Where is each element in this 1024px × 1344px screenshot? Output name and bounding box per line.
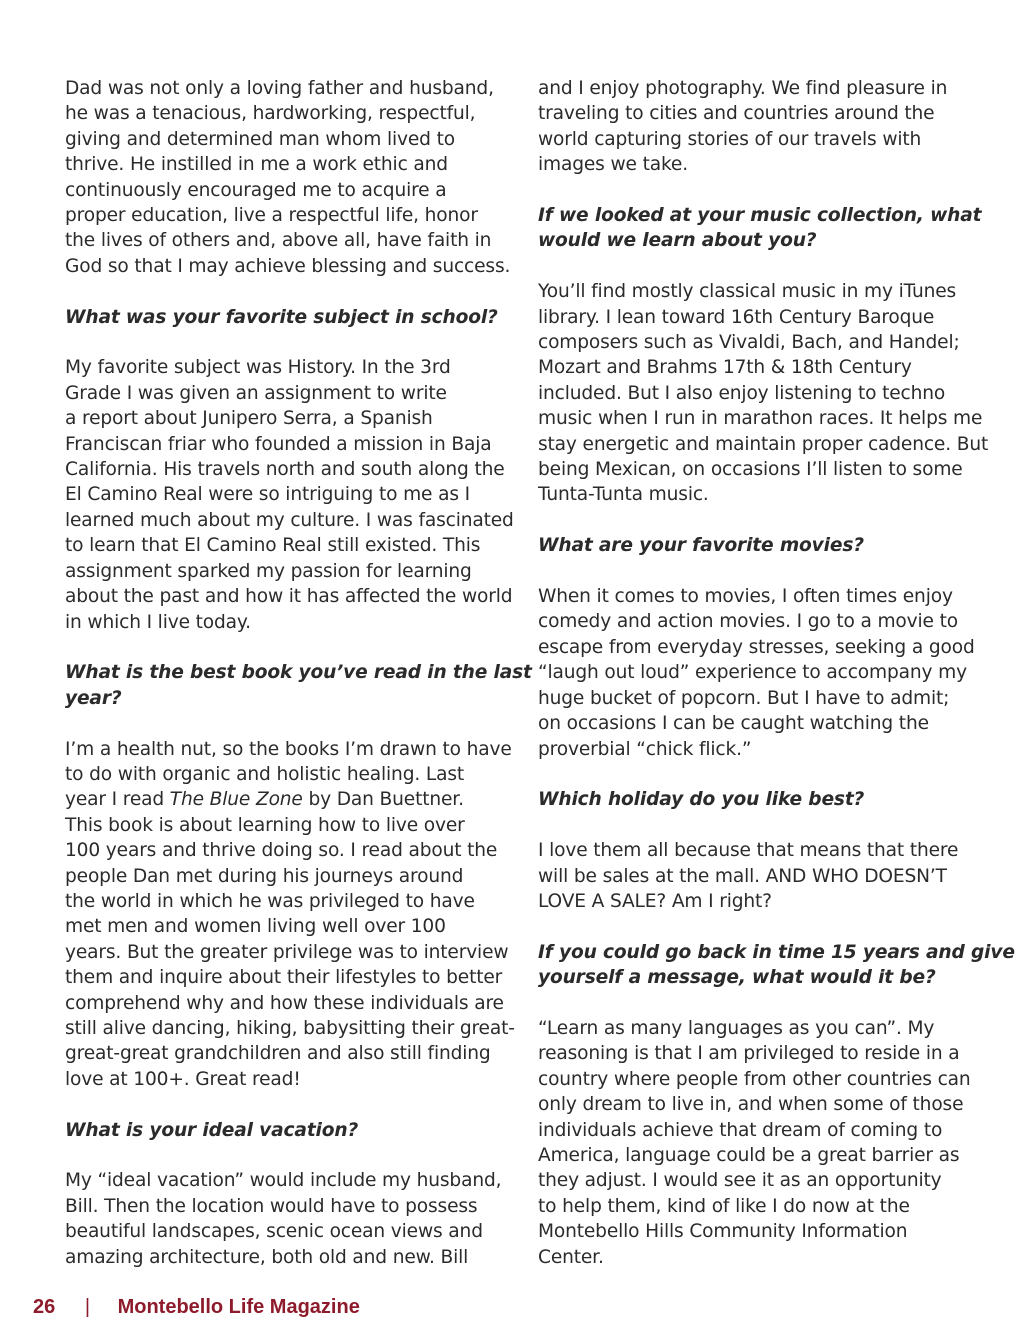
- text-line: Tunta-Tunta music.: [538, 484, 709, 506]
- text-line: Mozart and Brahms 17th & 18th Century: [538, 357, 912, 379]
- text-line: reasoning is that I am privileged to reside in a: [538, 1043, 960, 1065]
- text-line: This book is about learning how to live over: [65, 814, 465, 836]
- text-line: You’ll find mostly classical music in my iTunes: [538, 281, 957, 303]
- text-line: proverbial “chick flick.”: [538, 738, 752, 760]
- text-line: met men and women living well over 100: [65, 916, 446, 938]
- paragraph-gap: [65, 635, 497, 660]
- text-line: Bill. Then the location would have to possess: [65, 1195, 478, 1217]
- text-line: When it comes to movies, I often times enjoy: [538, 586, 953, 608]
- question-line: yourself a message, what would it be?: [538, 967, 936, 989]
- text-line: library. I lean toward 16th Century Baroque: [538, 306, 935, 328]
- text-line: Dad was not only a loving father and husband,: [65, 78, 494, 99]
- text-line: to help them, kind of like I do now at the: [538, 1195, 910, 1217]
- question-line: What are your favorite movies?: [538, 535, 864, 557]
- text-line: to do with organic and holistic healing. Last: [65, 763, 464, 785]
- text-line: composers such as Vivaldi, Bach, and Handel;: [538, 332, 960, 354]
- left-column: [65, 76, 532, 1270]
- text-line: a report about Junipero Serra, a Spanish: [65, 408, 433, 430]
- page-number: 26: [33, 1296, 56, 1318]
- text-line: traveling to cities and countries around the: [538, 103, 935, 125]
- text-line: world capturing stories of our travels with: [538, 128, 922, 150]
- text-line: they adjust. I would see it as an opportunity: [538, 1170, 942, 1192]
- text-line: El Camino Real were so intriguing to me as I: [65, 484, 470, 506]
- text-line: images we take.: [538, 154, 688, 176]
- text-line: thrive. He instilled in me a work ethic and: [65, 154, 448, 176]
- paragraph-gap: [538, 508, 956, 533]
- text-line: comedy and action movies. I go to a movie to: [538, 611, 958, 633]
- text-line: “Learn as many languages as you can”. My: [538, 1017, 935, 1039]
- text-line: love at 100+. Great read!: [65, 1068, 301, 1090]
- paragraph-gap: [65, 711, 497, 736]
- text-line: huge bucket of popcorn. But I have to admit;: [538, 687, 950, 709]
- text-line: Franciscan friar who founded a mission in Baja: [65, 433, 492, 455]
- question-line: year?: [65, 687, 122, 709]
- footer-separator: |: [84, 1296, 91, 1318]
- paragraph-gap: [538, 178, 956, 203]
- text-line: I’m a health nut, so the books I’m drawn to have: [65, 738, 512, 760]
- text-line: amazing architecture, both old and new. Bill: [65, 1246, 469, 1268]
- paragraph-gap: [538, 991, 956, 1016]
- text-line: My favorite subject was History. In the 3rd: [65, 357, 451, 379]
- page-footer: [33, 1296, 360, 1319]
- text-line: will be sales at the mall. AND WHO DOESN’T: [538, 865, 947, 887]
- question-line: Which holiday do you like best?: [538, 789, 865, 811]
- text-line: comprehend why and how these individuals are: [65, 992, 504, 1014]
- text-line: LOVE A SALE? Am I right?: [538, 890, 772, 912]
- text-line: country where people from other countries can: [538, 1068, 971, 1090]
- magazine-name: Montebello Life Magazine: [117, 1296, 360, 1318]
- paragraph-gap: [538, 559, 956, 584]
- text-line: music when I run in marathon races. It helps me: [538, 408, 983, 430]
- text-line: people Dan met during his journeys around: [65, 865, 464, 887]
- text-line: beautiful landscapes, scenic ocean views and: [65, 1221, 483, 1243]
- text-line: great-great grandchildren and also still finding: [65, 1043, 491, 1065]
- text-line: included. But I also enjoy listening to techno: [538, 382, 946, 404]
- text-line: only dream to live in, and when some of those: [538, 1094, 964, 1116]
- paragraph-gap: [538, 762, 956, 787]
- text-line: to learn that El Camino Real still existed. This: [65, 535, 481, 557]
- text-line: proper education, live a respectful life, honor: [65, 205, 478, 227]
- text-line: “laugh out loud” experience to accompany my: [538, 662, 967, 684]
- paragraph-gap: [538, 914, 956, 939]
- book-title: The Blue Zone: [169, 789, 303, 811]
- paragraph-gap: [65, 1143, 497, 1168]
- text-line: years. But the greater privilege was to interview: [65, 941, 509, 963]
- paragraph-gap: [65, 330, 497, 355]
- question-line: What is the best book you’ve read in the last: [65, 662, 532, 684]
- paragraph-gap: [538, 813, 956, 838]
- text-line: stay energetic and maintain proper cadence. But: [538, 433, 989, 455]
- text-line: on occasions I can be caught watching the: [538, 713, 929, 735]
- paragraph-gap: [65, 1092, 497, 1117]
- text-line: them and inquire about their lifestyles to better: [65, 967, 503, 989]
- text-line: about the past and how it has affected the world: [65, 586, 513, 608]
- text-line: escape from everyday stresses, seeking a good: [538, 636, 975, 658]
- text-line: still alive dancing, hiking, babysitting their great-: [65, 1017, 515, 1039]
- text-line: Center.: [538, 1246, 604, 1268]
- text-line: year I read The Blue Zone by Dan Buettner.: [65, 789, 464, 811]
- text-line: America, language could be a great barrier as: [538, 1144, 960, 1166]
- text-line: assignment sparked my passion for learning: [65, 560, 472, 582]
- text-line: Grade I was given an assignment to write: [65, 382, 447, 404]
- right-column: [538, 76, 1015, 1270]
- text-line: God so that I may achieve blessing and success.: [65, 255, 511, 277]
- text-line: individuals achieve that dream of coming to: [538, 1119, 943, 1141]
- paragraph-gap: [538, 254, 956, 279]
- question-line: would we learn about you?: [538, 230, 817, 252]
- question-line: If we looked at your music collection, what: [538, 205, 982, 227]
- question-line: What was your favorite subject in school?: [65, 306, 498, 328]
- text-line: continuously encouraged me to acquire a: [65, 179, 447, 201]
- text-line: I love them all because that means that there: [538, 840, 959, 862]
- text-line: being Mexican, on occasions I’ll listen to some: [538, 459, 963, 481]
- text-line: in which I live today.: [65, 611, 251, 633]
- paragraph-gap: [65, 279, 497, 304]
- text-line: he was a tenacious, hardworking, respectful,: [65, 103, 476, 125]
- text-line: the lives of others and, above all, have faith in: [65, 230, 492, 252]
- text-line: the world in which he was privileged to have: [65, 890, 475, 912]
- text-line: 100 years and thrive doing so. I read about the: [65, 840, 498, 862]
- question-line: What is your ideal vacation?: [65, 1119, 359, 1141]
- text-line: California. His travels north and south along the: [65, 459, 505, 481]
- text-line: Montebello Hills Community Information: [538, 1221, 908, 1243]
- text-line: learned much about my culture. I was fascinated: [65, 509, 514, 531]
- text-line: My “ideal vacation” would include my husband,: [65, 1170, 502, 1192]
- question-line: If you could go back in time 15 years and give: [538, 941, 1015, 963]
- text-line: and I enjoy photography. We find pleasure in: [538, 78, 948, 99]
- text-line: giving and determined man whom lived to: [65, 128, 455, 150]
